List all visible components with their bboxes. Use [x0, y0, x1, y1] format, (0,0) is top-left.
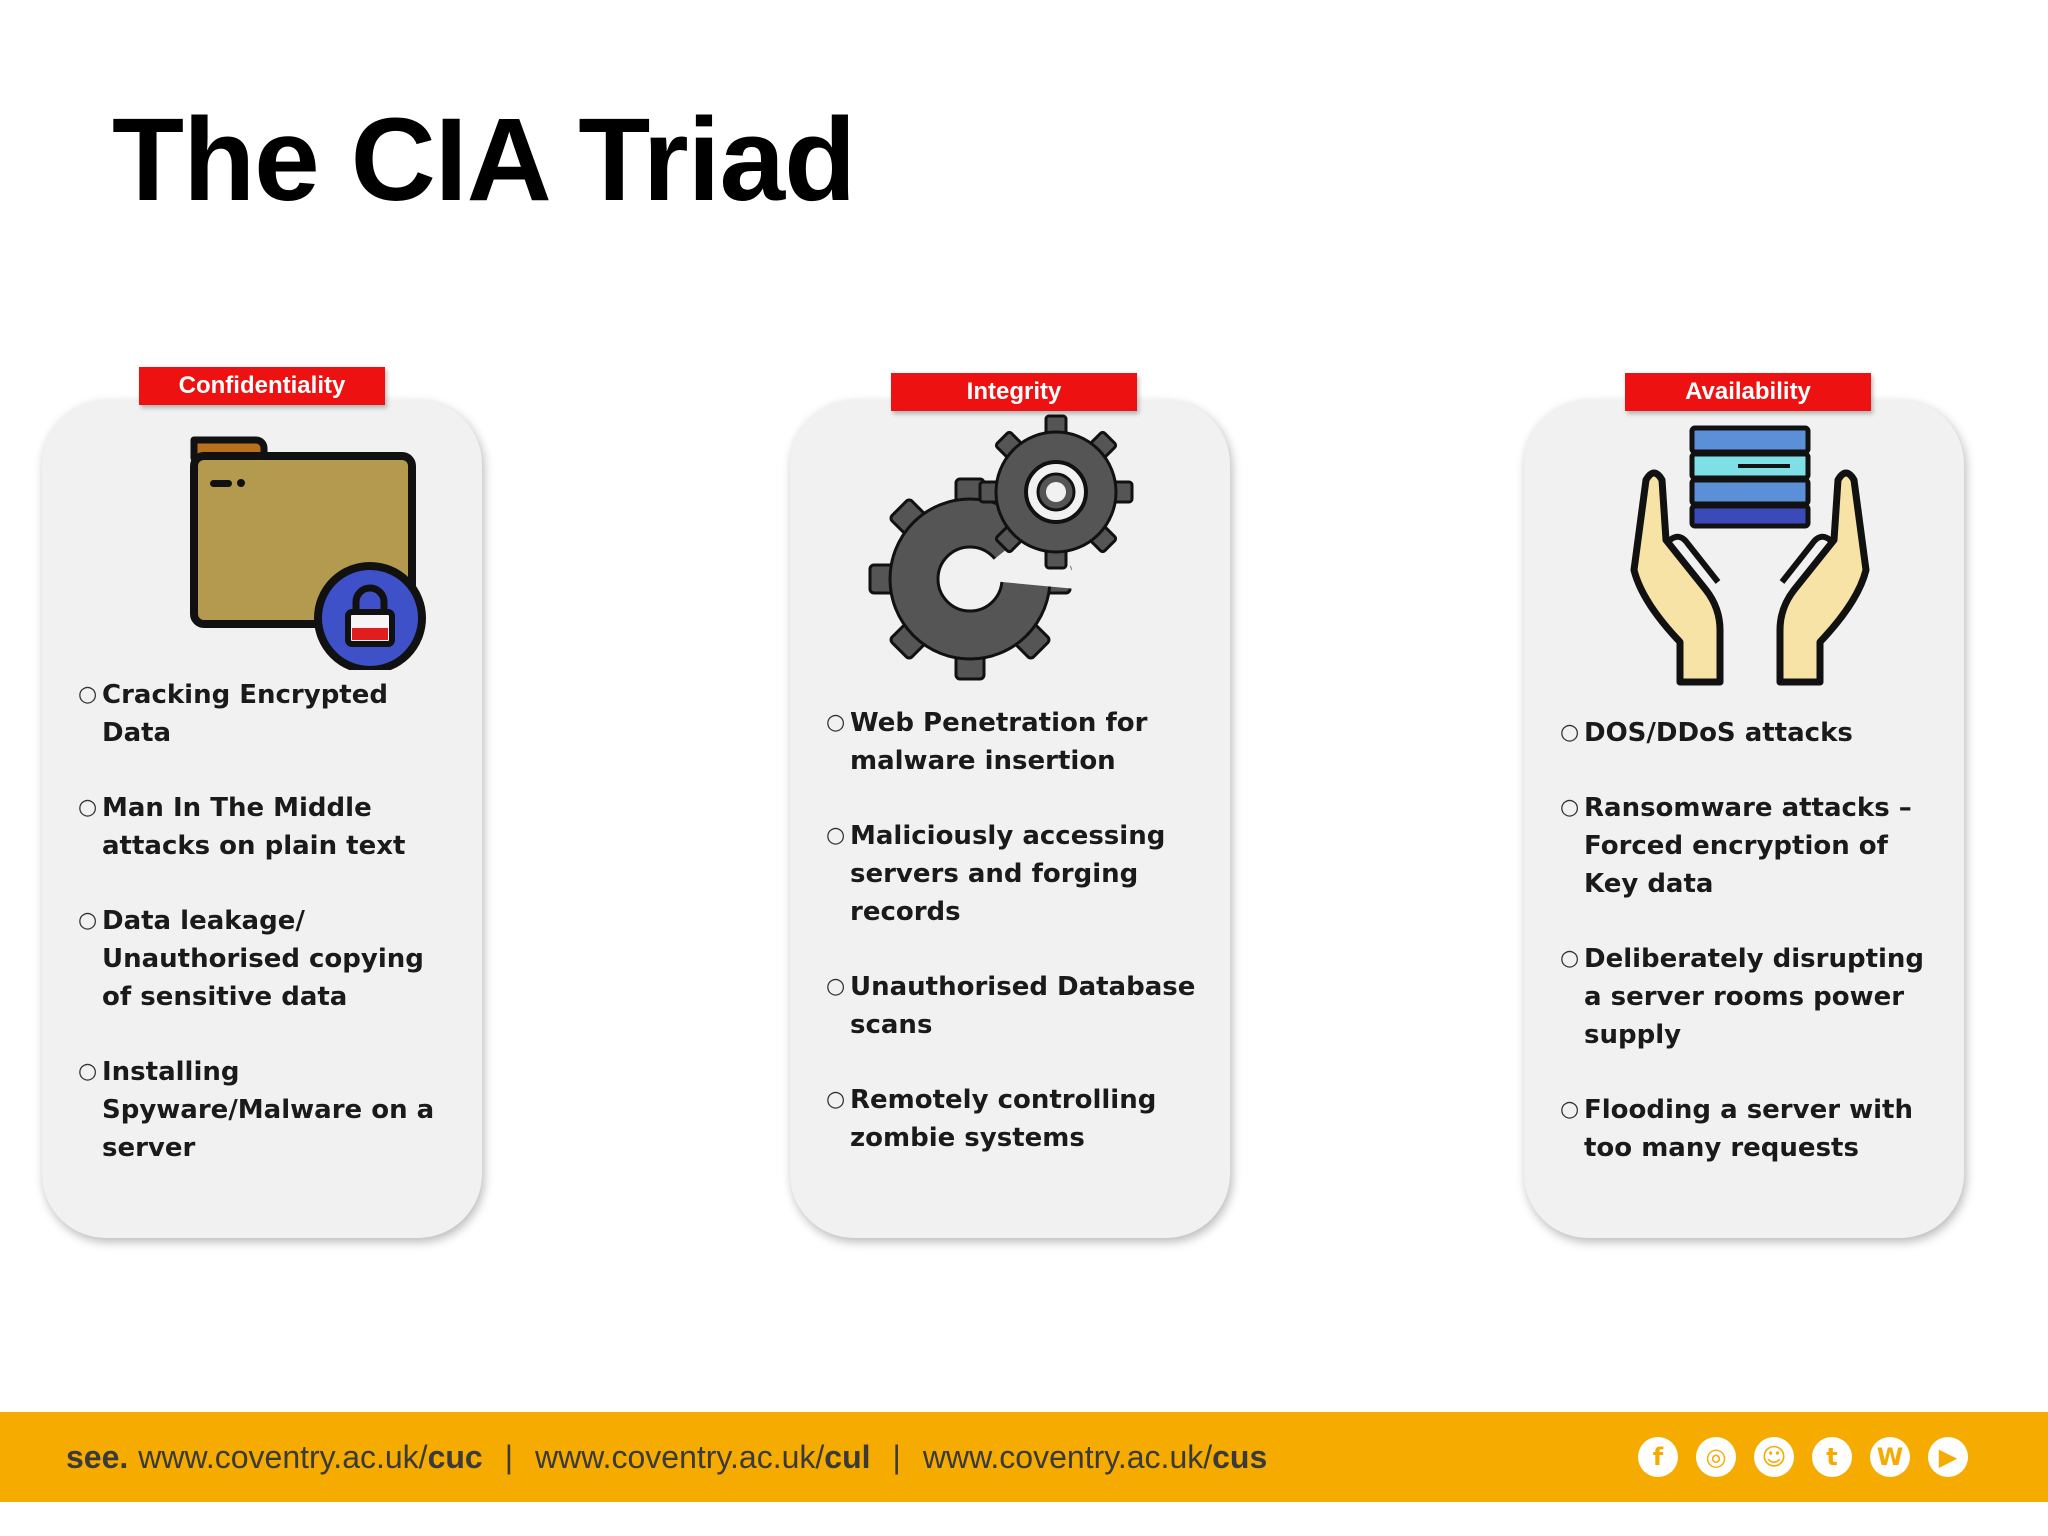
bullet-marker: ○	[78, 795, 98, 820]
list-item: ○ Installing Spyware/Malware on a server	[78, 1053, 462, 1167]
bullet-list-integrity	[826, 704, 1210, 1194]
footer-link-cus[interactable]: www.coventry.ac.uk/cus	[922, 1438, 1268, 1475]
bullet-marker: ○	[826, 1087, 846, 1112]
footer-see-label: see.	[66, 1438, 129, 1475]
list-item: ○ Cracking Encrypted Data	[78, 676, 462, 752]
bullet-marker: ○	[78, 1059, 98, 1084]
card-tag-confidentiality: Confidentiality	[139, 367, 385, 405]
slide-title: The CIA Triad	[112, 94, 856, 226]
youtube-icon[interactable]: ▶	[1928, 1437, 1968, 1477]
card-integrity	[790, 378, 1230, 1238]
bullet-marker: ○	[1560, 795, 1580, 820]
card-availability	[1524, 378, 1964, 1238]
instagram-icon[interactable]: ◎	[1696, 1437, 1736, 1477]
list-item: ○ Maliciously accessing servers and forging records	[826, 817, 1210, 931]
hands-server-icon	[1630, 420, 1870, 686]
bullet-marker: ○	[826, 823, 846, 848]
footer-link-cul[interactable]: www.coventry.ac.uk/cul	[535, 1438, 871, 1475]
footer-link-cuc[interactable]: www.coventry.ac.uk/cuc	[138, 1438, 483, 1475]
list-item: ○ Data leakage/ Unauthorised copying of sensitive data	[78, 902, 462, 1016]
list-item: ○ Remotely controlling zombie systems	[826, 1081, 1210, 1157]
facebook-icon[interactable]: f	[1638, 1437, 1678, 1477]
list-item: ○ Unauthorised Database scans	[826, 968, 1210, 1044]
gears-icon	[866, 414, 1146, 684]
footer-bar	[0, 1412, 2048, 1502]
wordpress-icon[interactable]: W	[1870, 1437, 1910, 1477]
list-item: ○ DOS/DDoS attacks	[1560, 714, 1944, 752]
snapchat-icon[interactable]: ☺	[1754, 1437, 1794, 1477]
bullet-marker: ○	[78, 682, 98, 707]
footer-links	[66, 1412, 1267, 1502]
bullet-marker: ○	[78, 908, 98, 933]
card-tag-availability: Availability	[1625, 373, 1871, 411]
card-confidentiality	[42, 372, 482, 1238]
bullet-marker: ○	[1560, 720, 1580, 745]
footer-separator: |	[892, 1438, 901, 1475]
social-icons	[1638, 1412, 1968, 1502]
list-item: ○ Man In The Middle attacks on plain text	[78, 789, 462, 865]
list-item: ○ Web Penetration for malware insertion	[826, 704, 1210, 780]
list-item: ○ Flooding a server with too many requests	[1560, 1091, 1944, 1167]
folder-lock-icon	[142, 418, 426, 670]
twitter-icon[interactable]: t	[1812, 1437, 1852, 1477]
bullet-marker: ○	[1560, 1097, 1580, 1122]
bullet-marker: ○	[826, 974, 846, 999]
list-item: ○ Ransomware attacks – Forced encryption of Key data	[1560, 789, 1944, 903]
list-item: ○ Deliberately disrupting a server rooms power supply	[1560, 940, 1944, 1054]
card-tag-integrity: Integrity	[891, 373, 1137, 411]
bullet-list-availability	[1560, 714, 1944, 1204]
bullet-marker: ○	[1560, 946, 1580, 971]
footer-separator: |	[504, 1438, 514, 1475]
bullet-list-confidentiality	[78, 676, 462, 1204]
bullet-marker: ○	[826, 710, 846, 735]
